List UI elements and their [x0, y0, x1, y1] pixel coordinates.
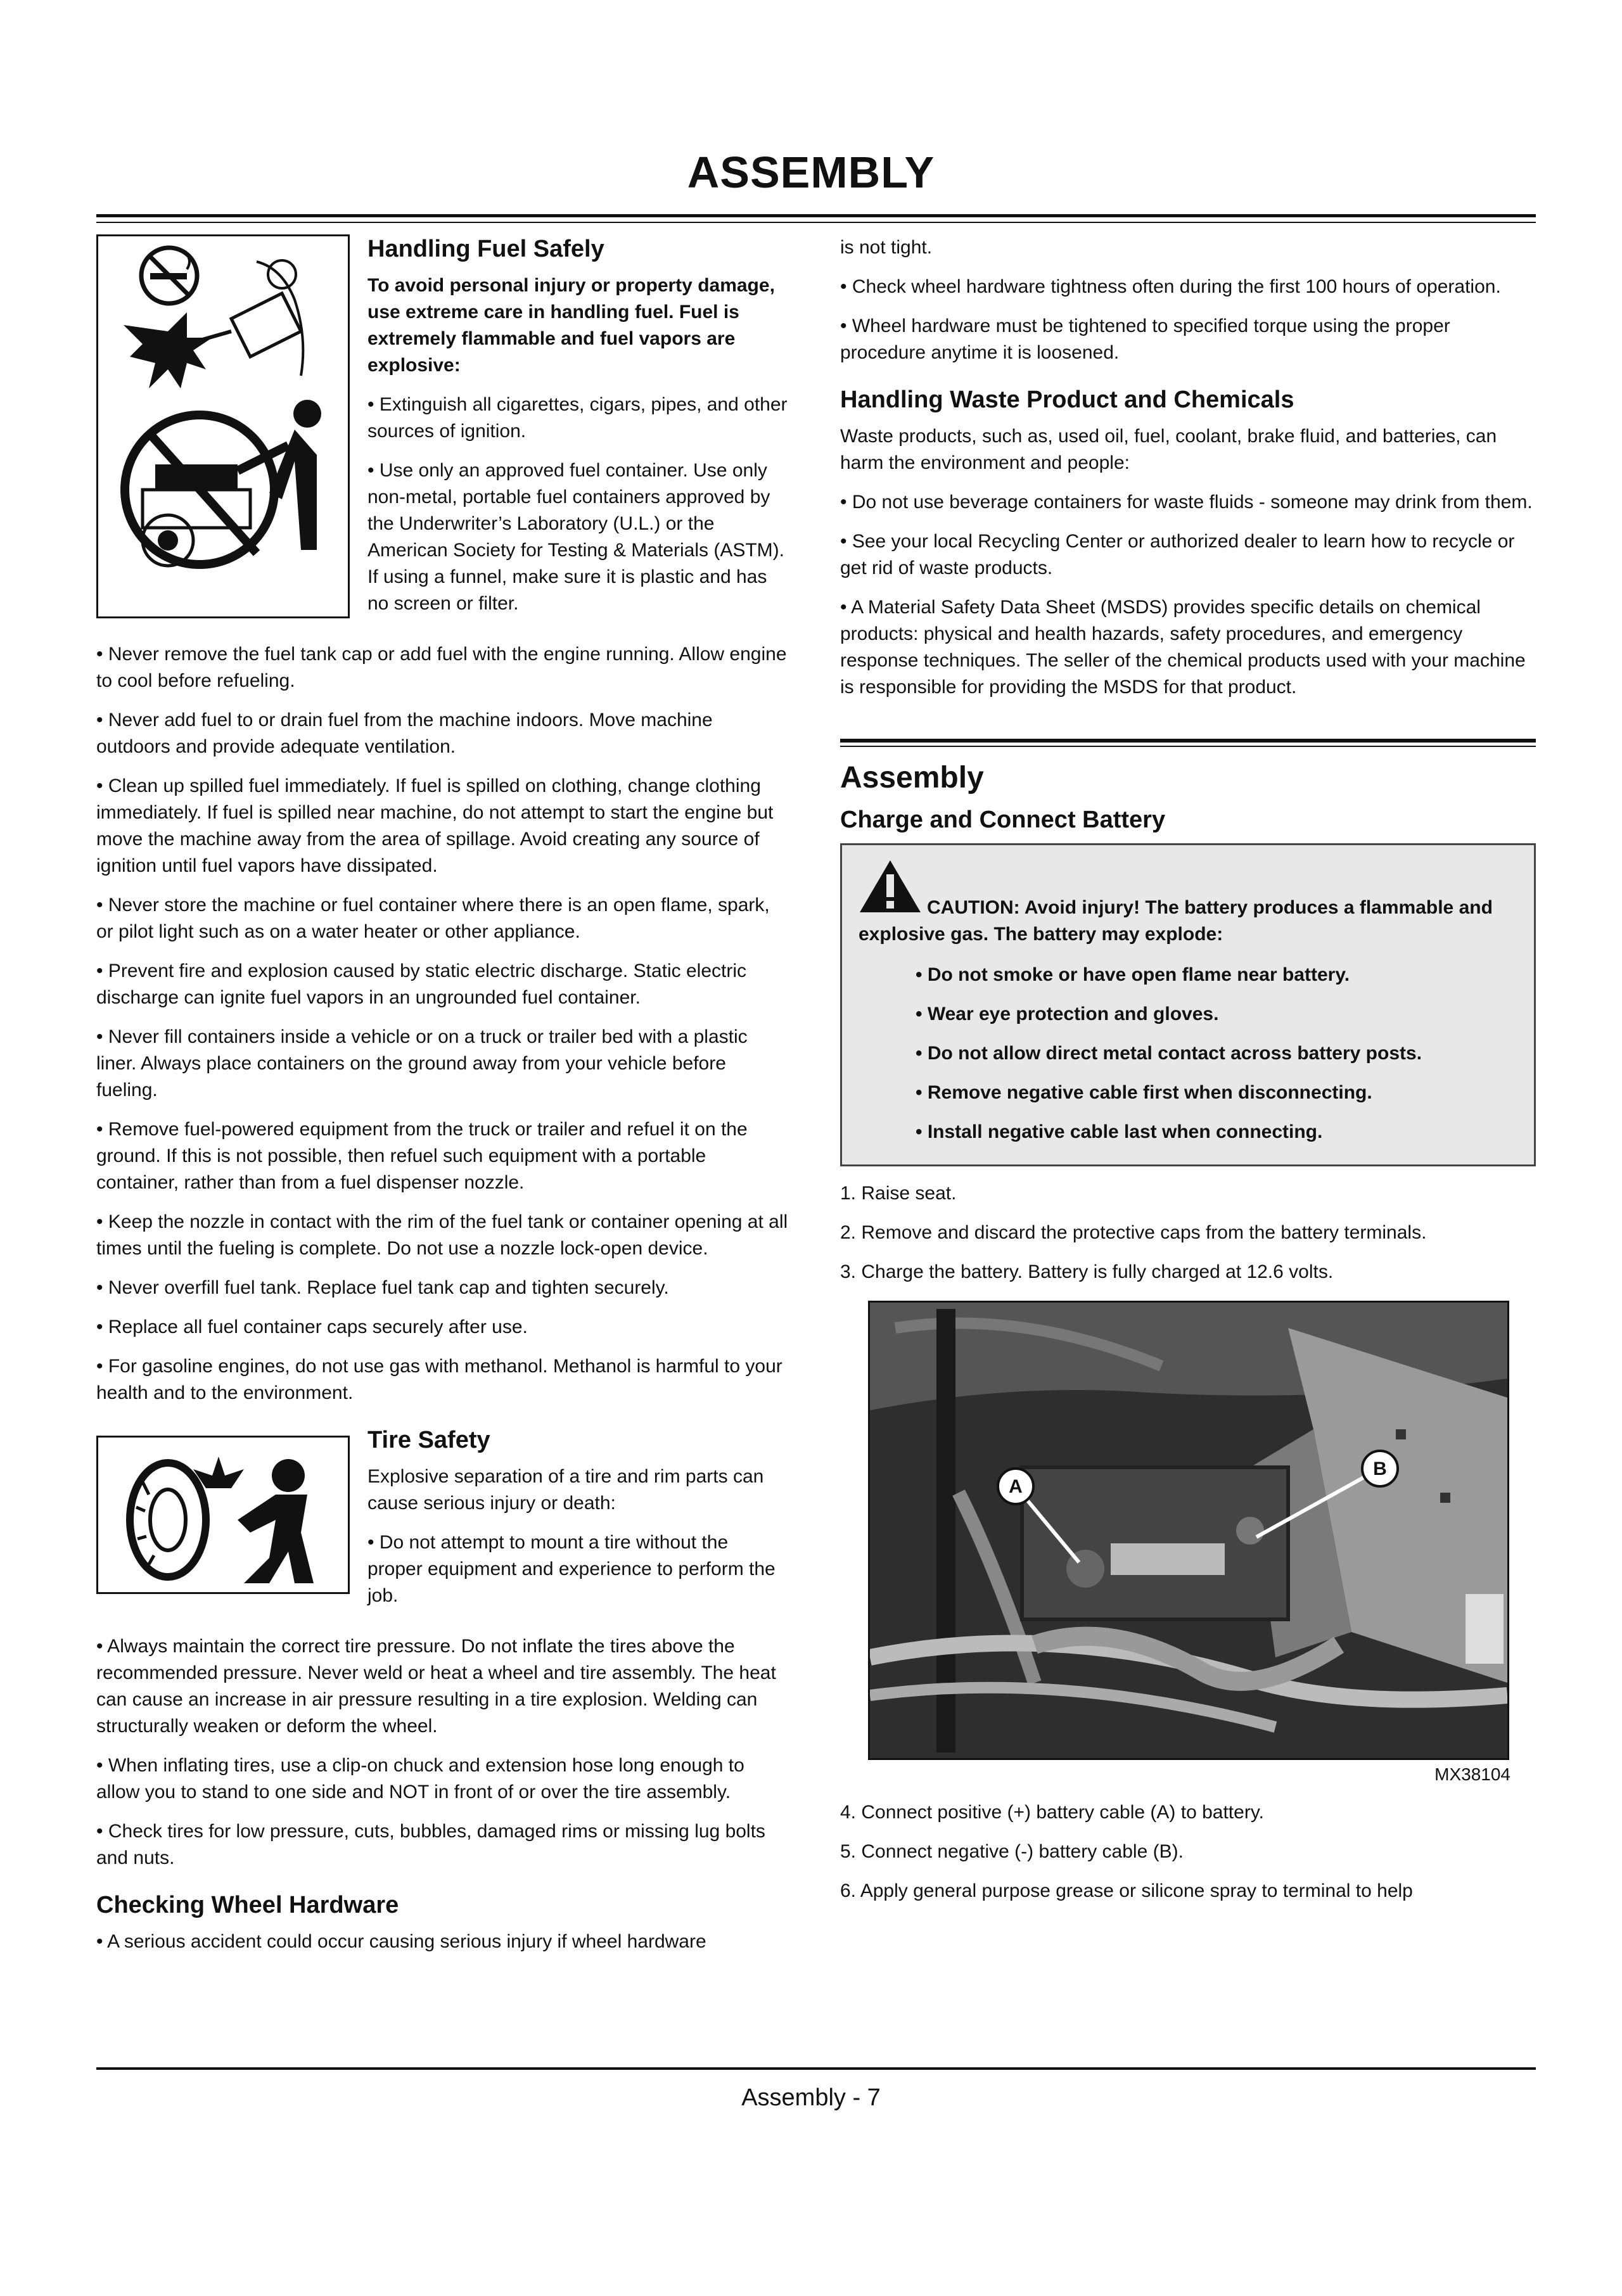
fuel-safety-text: [367, 234, 788, 630]
fuel-heading: Handling Fuel Safely: [367, 236, 604, 262]
right-column: [840, 234, 1536, 1917]
section-rule-thin: [840, 746, 1536, 747]
list-item: • Extinguish all cigarettes, cigars, pipes, and other sources of ignition.: [367, 394, 788, 442]
fuel-safety-illustration: [96, 234, 350, 618]
list-item: • Prevent fire and explosion caused by static electric discharge. Static electric discharge can ignite fuel vapors in an ungrounded fuel container.: [96, 960, 746, 1008]
battery-photo: [868, 1301, 1509, 1760]
list-item: • Replace all fuel container caps securely after use.: [96, 1317, 528, 1337]
list-item: • When inflating tires, use a clip-on chuck and extension hose long enough to allow you to stand to one side and NOT in front of or over the tire assembly.: [96, 1755, 744, 1802]
section-rule: [840, 739, 1536, 743]
list-item-continued: is not tight.: [840, 237, 933, 258]
list-item: • Wheel hardware must be tightened to specified torque using the proper procedure anytime it is loosened.: [840, 316, 1450, 363]
caution-text: CAUTION: Avoid injury! The battery produces a flammable and explosive gas. The battery may explode:: [859, 897, 1493, 945]
list-item: • For gasoline engines, do not use gas with methanol. Methanol is harmful to your health and to the environment.: [96, 1356, 782, 1403]
step-item: 3. Charge the battery. Battery is fully charged at 12.6 volts.: [840, 1261, 1334, 1282]
battery-heading: Charge and Connect Battery: [840, 807, 1166, 833]
figure-caption: MX38104: [1434, 1764, 1510, 1784]
caution-item: • Do not allow direct metal contact across battery posts.: [916, 1043, 1422, 1064]
step-item: 2. Remove and discard the protective caps from the battery terminals.: [840, 1222, 1427, 1243]
list-item: • Clean up spilled fuel immediately. If fuel is spilled on clothing, change clothing immediately. If fuel is spilled near machine, do not attempt to start the engine but move the machine away from the area of spillage. Avoid creating any source of ignition until fuel vapors have dissipated.: [96, 775, 774, 876]
tire-safety-block: [96, 1425, 788, 1622]
list-item: • Remove fuel-powered equipment from the truck or trailer and refuel it on the ground. If this is not possible, then refuel such equipment with a portable container, rather than from a fuel dispenser nozzle.: [96, 1119, 748, 1193]
step-item: 6. Apply general purpose grease or silicone spray to terminal to help: [840, 1880, 1413, 1901]
list-item: • A serious accident could occur causing serious injury if wheel hardware: [96, 1931, 706, 1952]
list-item: • Always maintain the correct tire pressure. Do not inflate the tires above the recommended pressure. Never weld or heat a wheel and tire assembly. The heat can cause an increase in air pressure resulting in a tire explosion. Welding can structurally weaken or deform the wheel.: [96, 1636, 776, 1737]
battery-compartment-image: [870, 1303, 1507, 1758]
caution-head: [859, 859, 1517, 948]
list-item: • Check wheel hardware tightness often during the first 100 hours of operation.: [840, 276, 1501, 297]
page-title: ASSEMBLY: [687, 148, 935, 197]
page-footer: Assembly - 7: [741, 2084, 881, 2111]
list-item: • Never remove the fuel tank cap or add fuel with the engine running. Allow engine to cool before refueling.: [96, 644, 787, 691]
tire-heading: Tire Safety: [367, 1427, 490, 1453]
list-item: • Never store the machine or fuel container where there is an open flame, spark, or pilot light such as on a water heater or other appliance.: [96, 895, 770, 942]
step-item: 5. Connect negative (-) battery cable (B).: [840, 1841, 1184, 1862]
callout-b: B: [1373, 1458, 1387, 1479]
list-item: • Never fill containers inside a vehicle or on a truck or trailer bed with a plastic liner. Always place containers on the ground away from your vehicle before fueling.: [96, 1026, 748, 1100]
list-item: • Never overfill fuel tank. Replace fuel tank cap and tighten securely.: [96, 1277, 669, 1298]
list-item: • Use only an approved fuel container. Use only non-metal, portable fuel containers approved by the Underwriter’s Laboratory (U.L.) or the American Society for Testing & Materials (ASTM). If using a funnel, make sure it is plastic and has no screen or filter.: [367, 460, 784, 614]
footer-rule: [96, 2067, 1536, 2070]
tire-safety-illustration: [96, 1436, 350, 1594]
list-item: • Do not attempt to mount a tire without the proper equipment and experience to perform the job.: [367, 1532, 776, 1606]
header-rule-thin: [96, 222, 1536, 223]
step-item: 1. Raise seat.: [840, 1183, 957, 1204]
caution-item: • Do not smoke or have open flame near battery.: [916, 964, 1350, 985]
list-item: • Check tires for low pressure, cuts, bubbles, damaged rims or missing lug bolts and nuts.: [96, 1821, 765, 1868]
list-item: • A Material Safety Data Sheet (MSDS) provides specific details on chemical products: physical and health hazards, safety procedures, and emergency response techniques. The seller of the chemical products used with your machine is responsible for providing the MSDS for that product.: [840, 597, 1526, 698]
caution-item: • Remove negative cable first when disconnecting.: [916, 1082, 1372, 1103]
no-smoking-no-running-engine-icon: [98, 236, 348, 616]
caution-box: [840, 843, 1536, 1166]
tire-safety-text: [367, 1425, 788, 1622]
fuel-warning: To avoid personal injury or property damage, use extreme care in handling fuel. Fuel is extremely flammable and fuel vapors are explosive:: [367, 275, 775, 376]
fuel-safety-block: [96, 234, 788, 630]
warning-triangle-icon: [859, 859, 922, 921]
waste-heading: Handling Waste Product and Chemicals: [840, 386, 1294, 413]
list-item: • See your local Recycling Center or authorized dealer to learn how to recycle or get rid of waste products.: [840, 531, 1515, 578]
left-column: [96, 234, 788, 1968]
list-item: • Do not use beverage containers for waste fluids - someone may drink from them.: [840, 492, 1533, 513]
waste-intro: Waste products, such as, used oil, fuel, coolant, brake fluid, and batteries, can harm the environment and people:: [840, 426, 1497, 473]
list-item: • Keep the nozzle in contact with the rim of the fuel tank or container opening at all times until the fueling is complete. Do not use a nozzle lock-open device.: [96, 1211, 788, 1259]
tire-explosion-icon: [98, 1438, 348, 1592]
header-rule: [96, 214, 1536, 217]
tire-intro: Explosive separation of a tire and rim parts can cause serious injury or death:: [367, 1466, 764, 1514]
callout-a: A: [1009, 1476, 1023, 1497]
step-item: 4. Connect positive (+) battery cable (A) to battery.: [840, 1802, 1264, 1823]
list-item: • Never add fuel to or drain fuel from the machine indoors. Move machine outdoors and provide adequate ventilation.: [96, 710, 713, 757]
caution-item: • Install negative cable last when connecting.: [916, 1121, 1323, 1142]
caution-item: • Wear eye protection and gloves.: [916, 1004, 1219, 1024]
assembly-heading: Assembly: [840, 761, 984, 794]
wheel-heading: Checking Wheel Hardware: [96, 1892, 399, 1918]
